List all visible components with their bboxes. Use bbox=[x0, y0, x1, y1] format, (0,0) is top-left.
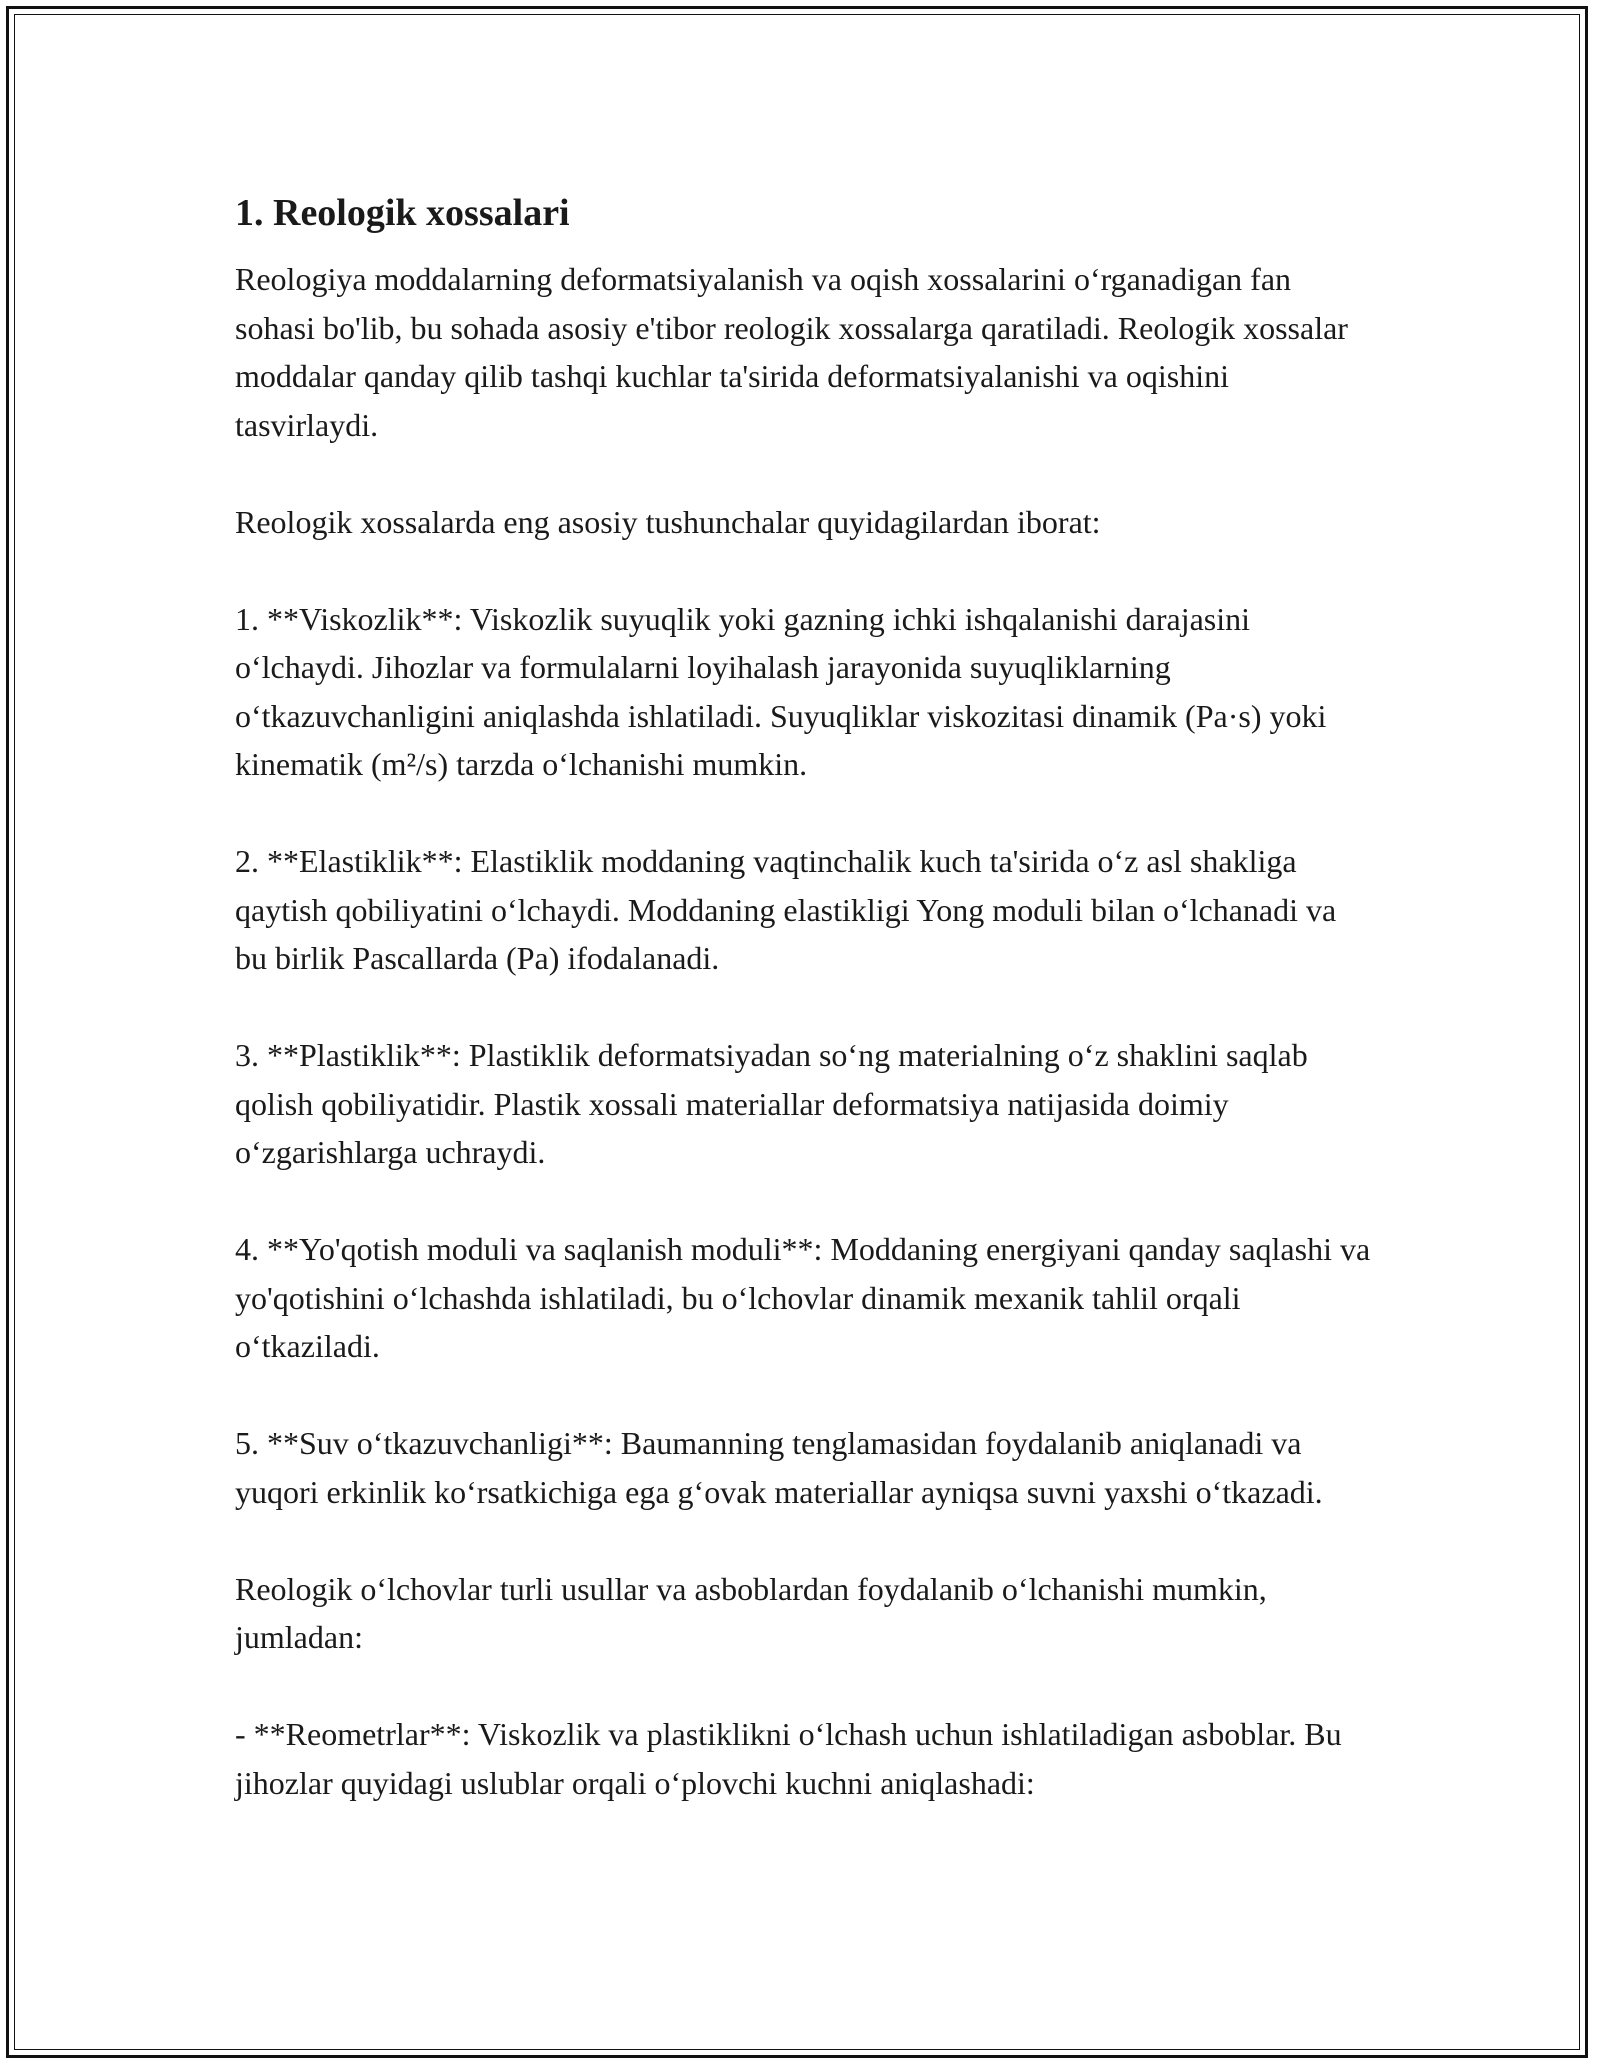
paragraph-viscosity: 1. **Viskozlik**: Viskozlik suyuqlik yoki gazning ichki ishqalanishi darajasini o‘lchaydi. Jihozlar va formulalarni loyihalash jarayonida suyuqliklarning o‘tkazuvchanligini aniqlashda ishlatiladi. Suyuqliklar viskozitasi dinamik (Pa·s) yoki kinematik (m²/s) tarzda o‘lchanishi mumkin. bbox=[235, 600, 1327, 782]
paragraph-rheometers: - **Reometrlar**: Viskozlik va plastiklikni o‘lchash uchun ishlatiladigan asboblar. Bu jihozlar quyidagi uslublar orqali o‘plovchi kuchni aniqlashadi: bbox=[235, 1716, 1342, 1801]
paragraph-plasticity: 3. **Plastiklik**: Plastiklik deformatsiyadan so‘ng materialning o‘z shaklini saqlab qolish qobiliyatidir. Plastik xossali materiallar deformatsiya natijasida doimiy o‘zgarishlarga uchraydi. bbox=[235, 1037, 1308, 1170]
paragraph-water-permeability: 5. **Suv o‘tkazuvchanligi**: Baumanning tenglamasidan foydalanib aniqlanadi va yuqori erkinlik ko‘rsatkichiga ega g‘ovak materiallar ayniqsa suvni yaxshi o‘tkazadi. bbox=[235, 1425, 1323, 1510]
paragraph-elasticity: 2. **Elastiklik**: Elastiklik moddaning vaqtinchalik kuch ta'sirida o‘z asl shakliga qaytish qobiliyatini o‘lchaydi. Moddaning elastikligi Yong moduli bilan o‘lchanadi va bu birlik Pascallarda (Pa) ifodalanadi. bbox=[235, 843, 1337, 976]
paragraph-intro: Reologiya moddalarning deformatsiyalanish va oqish xossalarini o‘rganadigan fan sohasi bo'lib, bu sohada asosiy e'tibor reologik xossalarga qaratiladi. Reologik xossalar moddalar qanday qilib tashqi kuchlar ta'sirida deformatsiyalanishi va oqishini tasvirlaydi. bbox=[235, 261, 1348, 443]
section-title: 1. Reologik xossalari bbox=[235, 192, 570, 234]
paragraph-moduli: 4. **Yo'qotish moduli va saqlanish moduli**: Moddaning energiyani qanday saqlashi va yo'qotishini o‘lchashda ishlatiladi, bu o‘lchovlar dinamik mexanik tahlil orqali o‘tkaziladi. bbox=[235, 1231, 1371, 1364]
paragraph-concepts-lead: Reologik xossalarda eng asosiy tushunchalar quyidagilardan iborat: bbox=[235, 503, 1101, 540]
document-body bbox=[235, 185, 1375, 1807]
paragraph-measurements-lead: Reologik o‘lchovlar turli usullar va asboblardan foydalanib o‘lchanishi mumkin, jumladan: bbox=[235, 1570, 1267, 1655]
